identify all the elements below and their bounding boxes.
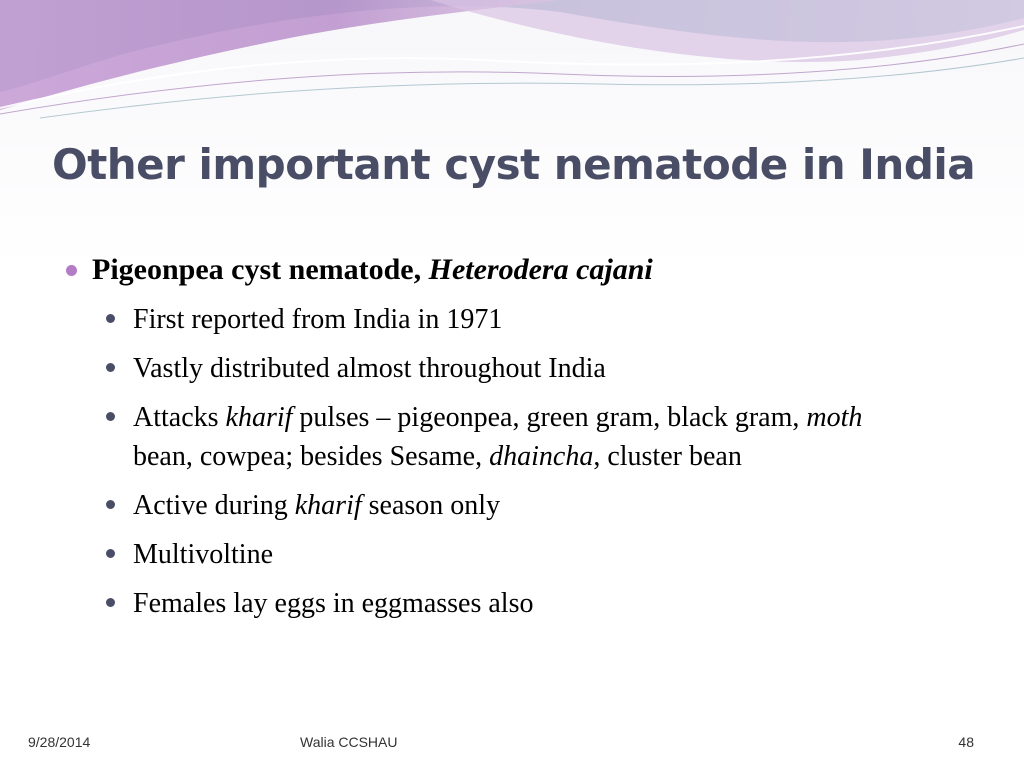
footer-author: Walia CCSHAU	[300, 734, 398, 750]
sub-bullet-italic: dhaincha	[489, 441, 594, 472]
sub-bullet-item	[133, 300, 962, 339]
sub-bullet-text: pulses – pigeonpea, green gram, black gram,	[292, 402, 807, 433]
sub-bullet-text: Females lay eggs in eggmasses also	[133, 588, 534, 619]
sub-bullet-item	[133, 349, 962, 388]
sub-bullet-italic: moth	[806, 402, 863, 433]
main-bullet-point	[62, 248, 962, 292]
sub-bullet-dot	[106, 598, 115, 607]
header-wave-decoration	[0, 0, 1024, 130]
slide-title: Other important cyst nematode in India	[52, 140, 976, 189]
main-bullet-dot	[66, 265, 77, 276]
sub-bullet-list	[62, 300, 962, 623]
sub-bullet-dot	[106, 500, 115, 509]
footer-date: 9/28/2014	[28, 734, 91, 750]
sub-bullet-item	[133, 584, 962, 623]
sub-bullet-dot	[106, 412, 115, 421]
main-point-text: Pigeonpea cyst nematode,	[92, 253, 429, 286]
sub-bullet-text: bean, cowpea; besides Sesame,	[133, 441, 490, 472]
main-point-species: Heterodera cajani	[428, 253, 653, 286]
footer-page-number: 48	[958, 734, 974, 750]
sub-bullet-item	[133, 486, 962, 525]
sub-bullet-dot	[106, 363, 115, 372]
sub-bullet-italic: kharif	[225, 402, 293, 433]
sub-bullet-text: Attacks	[133, 402, 226, 433]
sub-bullet-text: season only	[361, 490, 501, 521]
sub-bullet-item	[133, 535, 962, 574]
sub-bullet-text: Vastly distributed almost throughout India	[133, 353, 606, 384]
sub-bullet-italic: kharif	[294, 490, 362, 521]
sub-bullet-dot	[106, 549, 115, 558]
sub-bullet-text: First reported from India in 1971	[133, 304, 503, 335]
sub-bullet-dot	[106, 314, 115, 323]
sub-bullet-text: , cluster bean	[593, 441, 742, 472]
slide-content	[62, 248, 962, 633]
sub-bullet-text: Multivoltine	[133, 539, 273, 570]
sub-bullet-text: Active during	[133, 490, 295, 521]
sub-bullet-item	[133, 398, 962, 476]
